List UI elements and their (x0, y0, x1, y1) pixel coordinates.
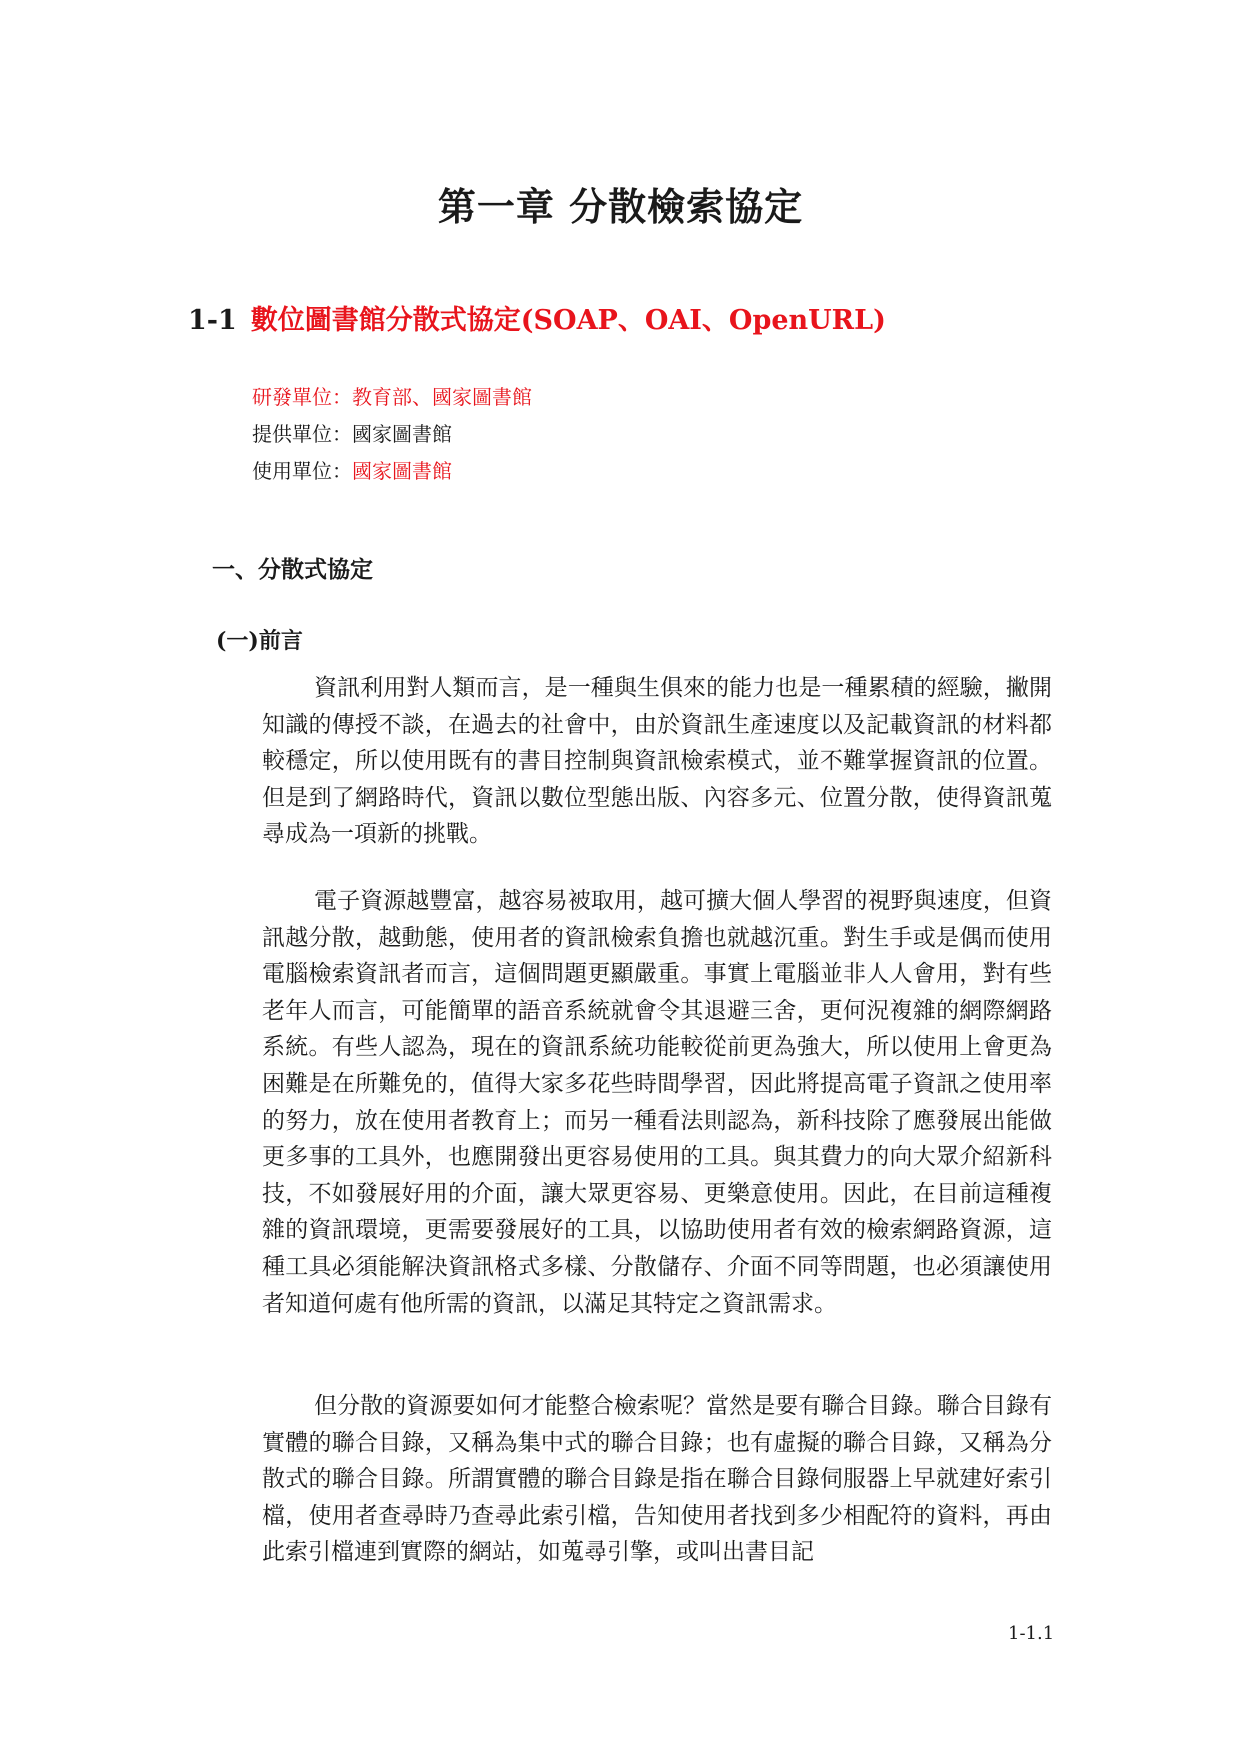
provider-unit-line (252, 418, 452, 447)
user-value: 國家圖書館 (352, 459, 452, 483)
provider-label: 提供單位： (252, 422, 352, 446)
body-paragraph-2: 電子資源越豐富，越容易被取用，越可擴大個人學習的視野與速度，但資訊越分散，越動態，使用者的資訊檢索負擔也就越沉重。對生手或是偶而使用電腦檢索資訊者而言，這個問題更顯嚴重。事實上電腦並非人人會用，對有些老年人而言，可能簡單的語音系統就會令其退避三舍，更何況複雜的網際網路系統。有些人認為，現在的資訊系統功能較從前更為強大，所以使用上會更為困難是在所難免的，值得大家多花些時間學習，因此將提高電子資訊之使用率的努力，放在使用者教育上；而另一種看法則認為，新科技除了應發展出能做更多事的工具外，也應開發出更容易使用的工具。與其費力的向大眾介紹新科技，不如發展好用的介面，讓大眾更容易、更樂意使用。因此，在目前這種複雜的資訊環境，更需要發展好的工具，以協助使用者有效的檢索網路資源，這種工具必須能解決資訊格式多樣、分散儲存、介面不同等問題，也必須讓使用者知道何處有他所需的資訊，以滿足其特定之資訊需求。 (262, 888, 1052, 1317)
user-label: 使用單位： (252, 459, 352, 483)
section-heading (188, 298, 886, 337)
body-paragraph-3: 但分散的資源要如何才能整合檢索呢？當然是要有聯合目錄。聯合目錄有實體的聯合目錄，又稱為集中式的聯合目錄；也有虛擬的聯合目錄，又稱為分散式的聯合目錄。所謂實體的聯合目錄是指在聯合目錄伺服器上早就建好索引檔，使用者查尋時乃查尋此索引檔，告知使用者找到多少相配符的資料，再由此索引檔連到實際的網站，如蒐尋引擎，或叫出書目記 (262, 1393, 1052, 1566)
chapter-title: 第一章 分散檢索協定 (437, 184, 804, 229)
user-unit-line (252, 455, 452, 484)
provider-value: 國家圖書館 (352, 422, 452, 446)
section-title: 數位圖書館分散式協定(SOAP、OAI、OpenURL) (250, 305, 886, 336)
page-number: 1-1.1 (1008, 1623, 1055, 1644)
developer-unit-line (252, 381, 532, 410)
section-number: 1-1 (188, 305, 237, 336)
developer-label: 研發單位： (252, 385, 352, 409)
developer-value: 教育部、國家圖書館 (352, 385, 532, 409)
subsection-heading: 一、分散式協定 (212, 556, 373, 583)
body-paragraph-1: 資訊利用對人類而言，是一種與生俱來的能力也是一種累積的經驗，撇開知識的傳授不談，在過去的社會中，由於資訊生產速度以及記載資訊的材料都較穩定，所以使用既有的書目控制與資訊檢索模式，並不難掌握資訊的位置。但是到了網路時代，資訊以數位型態出版、內容多元、位置分散，使得資訊蒐尋成為一項新的挑戰。 (262, 675, 1052, 848)
subsubsection-heading: (一)前言 (216, 628, 303, 654)
